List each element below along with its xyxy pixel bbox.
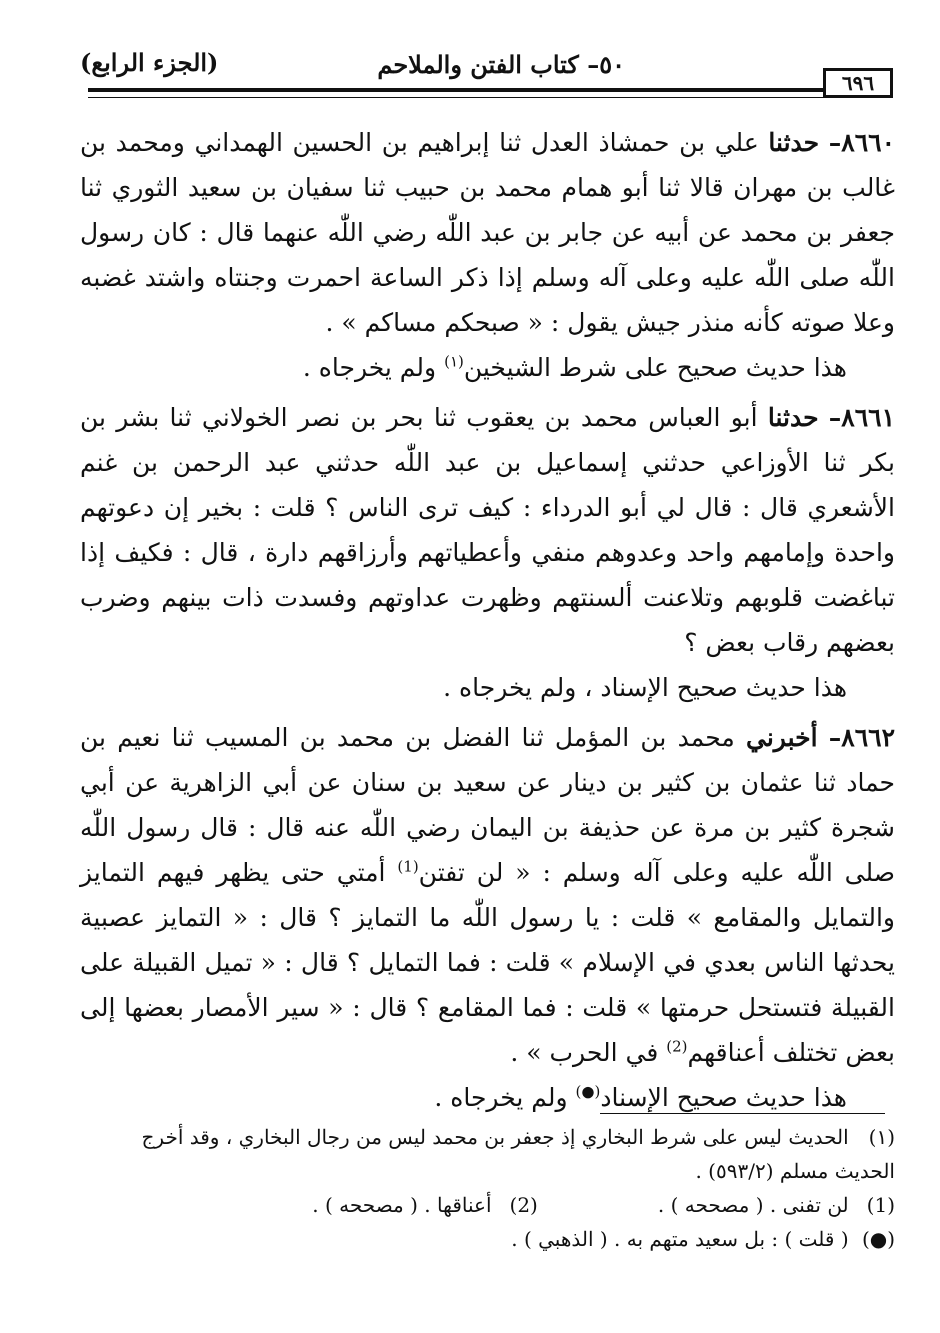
hadith-number: ٨٦٦٢– [828, 723, 895, 752]
header-rule [88, 88, 823, 92]
footnote-mark: (1) [397, 857, 419, 876]
hadith-8662 [80, 715, 895, 1075]
volume-label: (الجزء الرابع) [80, 48, 219, 77]
footnote-text: الحديث ليس على شرط البخاري إذ جعفر بن محمد ليس من رجال البخاري ، وقد أخرج الحديث مسلم (٥٩٣/٢) . [141, 1125, 895, 1183]
footnote-mark: (●) [575, 1082, 601, 1101]
footnote-1 [80, 1120, 895, 1188]
hadith-text-cont: أمتي حتى يظهر فيهم التمايز والتمايل والمقامع » قلت : يا رسول اللّٰه ما التمايز ؟ قال : « التمايز عصبية يحدثها الناس بعدي في الإسلام » قلت : فما التمايل ؟ قال : « تميل القبيلة على القبيلة فتستحل حرمتها » قلت : فما المقامع ؟ قال : « سير الأمصار بعضها إلى بعض تختلف أعناقهم [80, 858, 895, 1067]
hadith-lead: حدثنا [767, 403, 819, 432]
page-body [80, 120, 895, 1125]
verdict-text: هذا حديث صحيح الإسناد ، ولم يخرجاه . [443, 673, 847, 702]
footnotes [80, 1120, 895, 1256]
footnote-text: أعناقها . ( مصححه ) . [312, 1193, 492, 1217]
footnote-c [80, 1222, 895, 1256]
verdict-text-end: ولم يخرجاه . [434, 1083, 576, 1112]
hadith-number: ٨٦٦١– [828, 403, 895, 432]
hadith-8661 [80, 395, 895, 665]
verdict-text: هذا حديث صحيح على شرط الشيخين [463, 353, 847, 382]
hadith-text: محمد بن المؤمل ثنا الفضل بن محمد بن المسيب ثنا نعيم بن حماد ثنا عثمان بن كثير بن دينار عن سعيد بن سنان عن أبي الزاهرية عن أبي شجرة كثير بن مرة عن حذيفة بن اليمان رضي اللّٰه عنه قال : قال رسول اللّٰه صلى اللّٰه عليه وعلى آله وسلم : « لن تفتن [80, 723, 896, 887]
chapter-title: ٥٠– كتاب الفتن والملاحم [377, 50, 625, 79]
footnote-text: لن تفنى . ( مصححه ) . [657, 1193, 849, 1217]
hadith-lead: حدثنا [768, 128, 820, 157]
footnote-marker: (●) [861, 1227, 895, 1251]
footnote-row [80, 1188, 895, 1222]
header-rule-thin [88, 97, 823, 98]
footnote-rule [600, 1113, 885, 1114]
hadith-verdict [80, 665, 895, 711]
footnote-marker: (1) [866, 1193, 895, 1217]
hadith-verdict [80, 1075, 895, 1121]
footnote-b [312, 1188, 538, 1222]
hadith-verdict [80, 345, 895, 391]
footnote-text: ( قلت ) : بل سعيد متهم به . ( الذهبي ) . [511, 1227, 849, 1251]
page-header [80, 44, 895, 84]
hadith-text-end: في الحرب » . [510, 1038, 667, 1067]
hadith-text: علي بن حمشاذ العدل ثنا إبراهيم بن الحسين الهمداني ومحمد بن غالب بن مهران قالا ثنا أبو همام محمد بن حبيب ثنا سفيان بن سعيد الثوري ثنا جعفر بن محمد عن أبيه عن جابر بن عبد اللّٰه رضي اللّٰه عنهما قال : كان رسول اللّٰه صلى اللّٰه عليه وعلى آله وسلم إذا ذكر الساعة احمرت وجنتاه واشتد غضبه وعلا صوته كأنه منذر جيش يقول : « صبحكم مساكم » . [80, 128, 895, 337]
hadith-8660 [80, 120, 895, 345]
footnote-a [658, 1188, 895, 1222]
footnote-marker: (١) [868, 1125, 895, 1149]
hadith-number: ٨٦٦٠– [828, 128, 896, 157]
footnote-mark: (2) [666, 1037, 688, 1056]
footnote-marker: (2) [509, 1193, 538, 1217]
page-number: ٦٩٦ [823, 68, 893, 98]
hadith-text: أبو العباس محمد بن يعقوب ثنا بحر بن نصر الخولاني ثنا بشر بن بكر ثنا الأوزاعي حدثني إسماعيل بن عبد اللّٰه حدثني عبد الرحمن بن غنم الأشعري قال : قال لي أبو الدرداء : كيف ترى الناس ؟ قلت : بخير إن دعوتهم واحدة وإمامهم واحد وعدوهم منفي وأعطياتهم وأرزاقهم دارة ، قال : فكيف إذا تباغضت قلوبهم وتلاعنت ألسنتهم وظهرت عداوتهم وفسدت ذات بينهم وضرب بعضهم رقاب بعض ؟ [80, 403, 895, 657]
verdict-text-end: ولم يخرجاه . [302, 353, 445, 382]
hadith-lead: أخبرني [745, 723, 818, 752]
verdict-text: هذا حديث صحيح الإسناد [600, 1083, 847, 1112]
footnote-mark: (١) [444, 352, 464, 371]
